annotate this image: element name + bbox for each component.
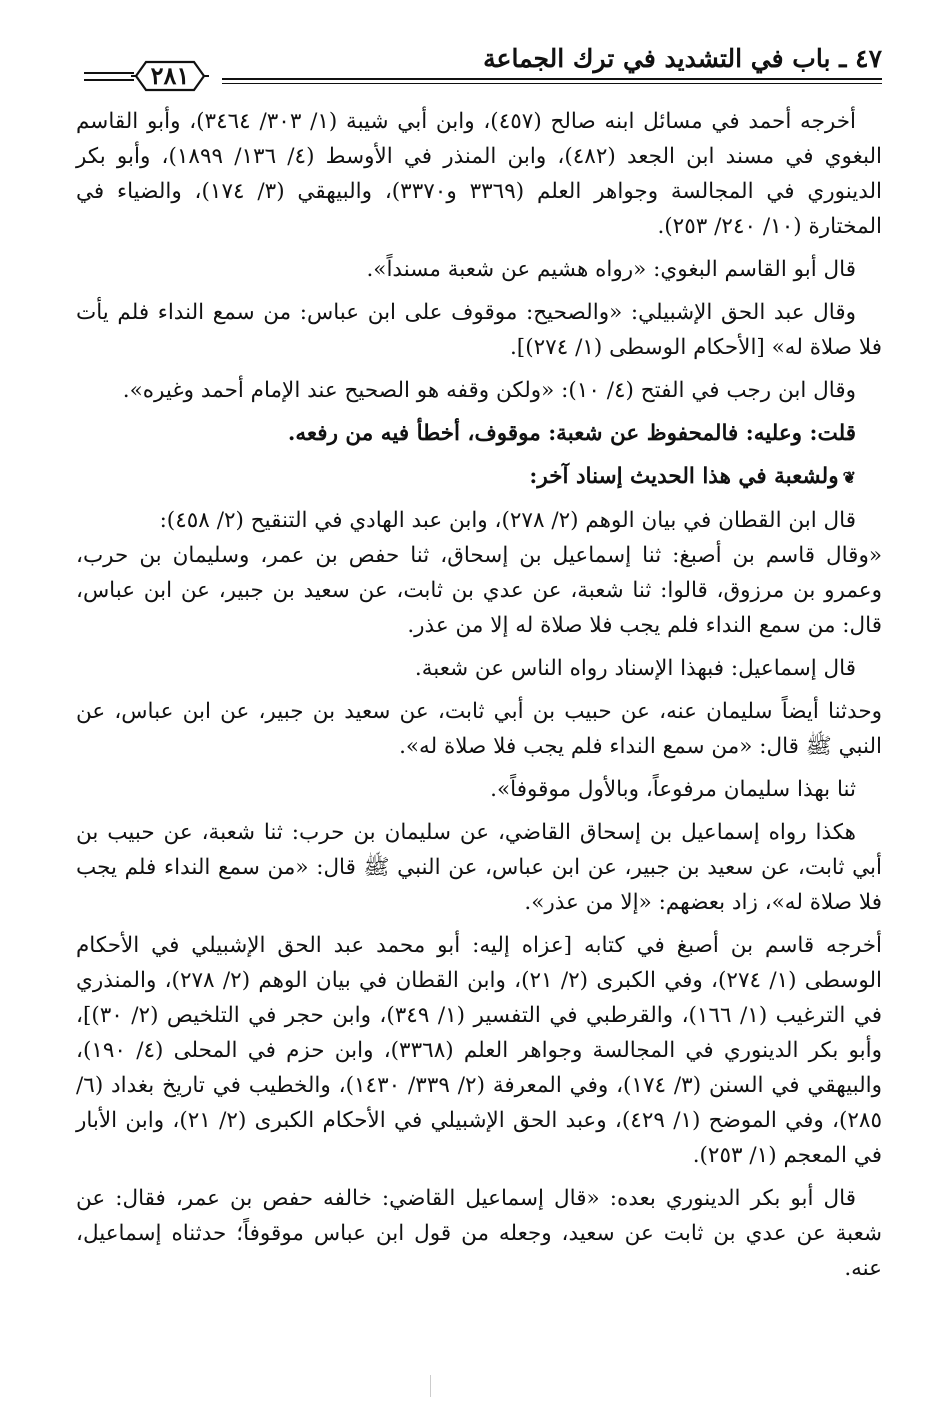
paragraph-8: «وقال قاسم بن أصبغ: ثنا إسماعيل بن إسحاق، ثنا حفص بن عمر، وسليمان بن حرب، وعمرو بن مرزوق، قالوا: ثنا شعبة، عن عدي بن ثابت، عن سعيد بن جبير، عن ابن عباس، قال: من سمع النداء فلم يجب فلا صلاة له إلا من عذر.	[76, 543, 882, 638]
main-text	[76, 104, 882, 1294]
paragraph-5: قلت: وعليه: فالمحفوظ عن شعبة: موقوف، أخطأ فيه من رفعه.	[287, 421, 856, 446]
ornament-icon: ❦	[842, 468, 856, 487]
header-rule	[222, 78, 882, 80]
paragraph-10: وحدثنا أيضاً سليمان عنه، عن حبيب بن أبي ثابت، عن سعيد بن جبير، عن ابن عباس، عن النبي ﷺ قال: «من سمع النداء فلم يجب فلا صلاة له».	[76, 699, 882, 759]
paragraph-14: قال أبو بكر الدينوري بعده: «قال إسماعيل القاضي: خالفه حفص بن عمر، فقال: عن شعبة عن عدي بن ثابت عن سعيد، وجعله من قول ابن عباس موقوفاً؛ حدثناه إسماعيل، عنه.	[76, 1186, 882, 1281]
page-header	[72, 30, 882, 100]
paragraph-7: قال ابن القطان في بيان الوهم (٢/ ٢٧٨)، وابن عبد الهادي في التنقيح (٢/ ٤٥٨):	[159, 508, 856, 533]
paragraph-4: وقال ابن رجب في الفتح (٤/ ١٠): «ولكن وقفه هو الصحيح عند الإمام أحمد وغيره».	[122, 378, 856, 403]
page-number: ٢٨١	[150, 61, 190, 90]
header-left-rule	[84, 72, 134, 74]
section-heading: ولشعبة في هذا الحديث إسناد آخر:	[529, 464, 839, 489]
paragraph-6	[76, 459, 882, 495]
paragraph-11: ثنا بهذا سليمان مرفوعاً، وبالأول موقوفاً».	[490, 777, 856, 802]
paragraph-12: هكذا رواه إسماعيل بن إسحاق القاضي، عن سليمان بن حرب: ثنا شعبة، عن حبيب بن أبي ثابت، عن سعيد بن جبير، عن ابن عباس، عن النبي ﷺ قال: «من سمع النداء فلم يجب فلا صلاة له»، زاد بعضهم: «إلا من عذر».	[76, 820, 882, 915]
header-rule-thin	[222, 83, 882, 84]
paragraph-2: قال أبو القاسم البغوي: «رواه هشيم عن شعبة مسنداً».	[366, 257, 856, 282]
paragraph-3: وقال عبد الحق الإشبيلي: «والصحيح: موقوف على ابن عباس: من سمع النداء فلم يأت فلا صلاة له» [الأحكام الوسطى (١/ ٢٧٤)].	[76, 300, 882, 360]
paragraph-13: أخرجه قاسم بن أصبغ في كتابه [عزاه إليه: أبو محمد عبد الحق الإشبيلي في الأحكام الوسطى (١/ ٢٧٤)، وفي الكبرى (٢/ ٢١)، وابن القطان في بيان الوهم (٢/ ٢٧٨)، والمنذري في الترغيب (١/ ١٦٦)، والقرطبي في التفسير (١/ ٣٤٩)، وابن حجر في التلخيص (٢/ ٣٠)]، وأبو بكر الدينوري في المجالسة وجواهر العلم (٣٣٦٨)، وابن حزم في المحلى (٤/ ١٩٠)، والبيهقي في السنن (٣/ ١٧٤)، وفي المعرفة (٢/ ٣٣٩/ ١٤٣٠)، والخطيب في تاريخ بغداد (٦/ ٢٨٥)، وفي الموضح (١/ ٤٢٩)، وعبد الحق الإشبيلي في الأحكام الكبرى (٢/ ٢١)، وابن الأبار في المعجم (١/ ٢٥٣).	[76, 933, 883, 1168]
chapter-title: ٤٧ ـ باب في التشديد في ترك الجماعة	[483, 44, 882, 73]
gutter-mark	[430, 1375, 431, 1397]
header-left-rule-lower	[84, 79, 134, 81]
page-number-badge	[130, 56, 210, 96]
paragraph-1: أخرجه أحمد في مسائل ابنه صالح (٤٥٧)، وابن أبي شيبة (١/ ٣٠٣/ ٣٤٦٤)، وأبو القاسم البغوي في مسند ابن الجعد (٤٨٢)، وابن المنذر في الأوسط (٤/ ١٣٦/ ١٨٩٩)، وأبو بكر الدينوري في المجالسة وجواهر العلم (٣٣٦٩ و٣٣٧٠)، والبيهقي (٣/ ١٧٤)، والضياء في المختارة (١٠/ ٢٤٠/ ٢٥٣).	[76, 109, 883, 239]
paragraph-9: قال إسماعيل: فبهذا الإسناد رواه الناس عن شعبة.	[414, 656, 856, 681]
